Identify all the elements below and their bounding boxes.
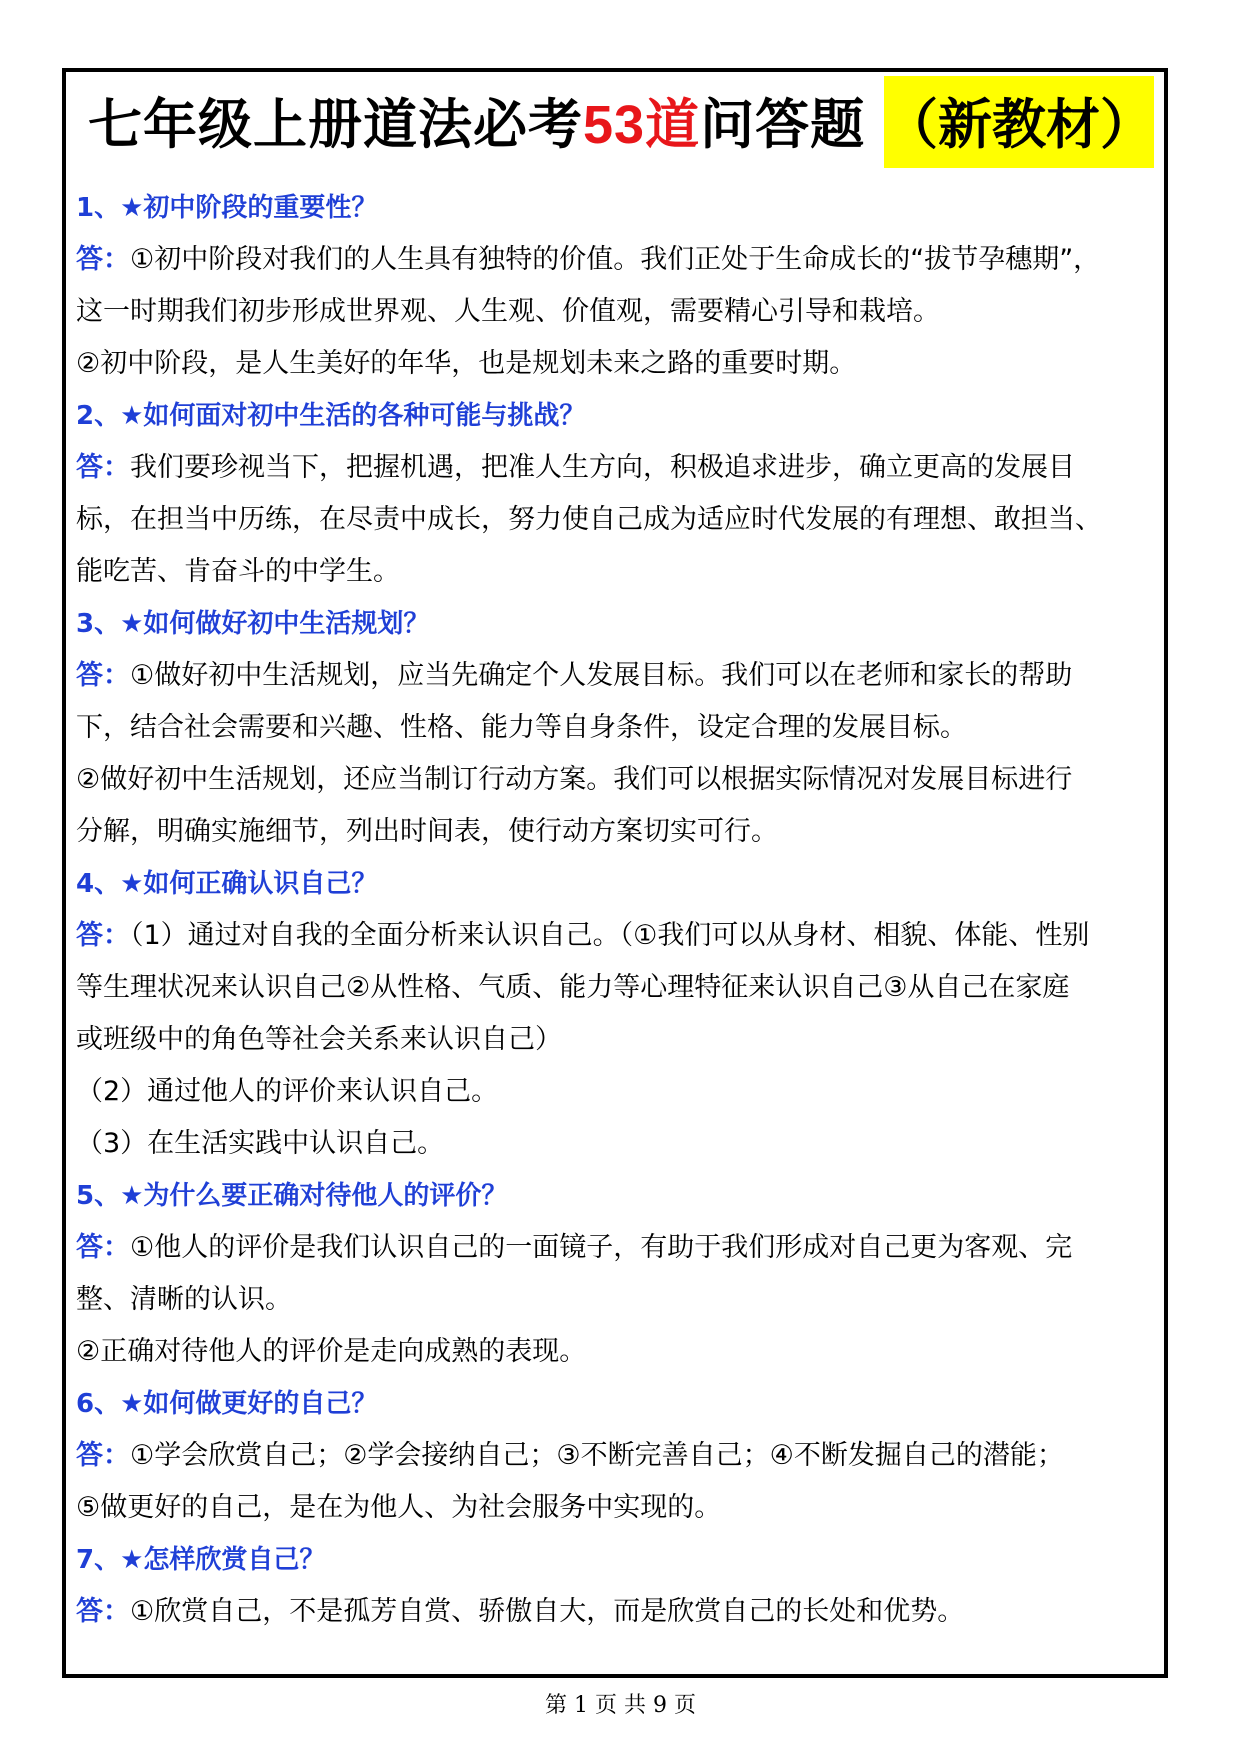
question-text: 5、★为什么要正确对待他人的评价？ bbox=[76, 1181, 508, 1211]
answer-continuation bbox=[76, 338, 1158, 390]
title-badge: （新教材） bbox=[884, 92, 1154, 156]
page-frame bbox=[62, 68, 1168, 1678]
answer-line bbox=[76, 234, 1158, 286]
answer-text: （1）通过对自我的全面分析来认识自己。（①我们可以从身材、相貌、体能、性别 bbox=[130, 920, 1090, 951]
answer-text: ①学会欣赏自己；②学会接纳自己；③不断完善自己；④不断发掘自己的潜能； bbox=[130, 1440, 1064, 1471]
title-suffix: 问答题 bbox=[700, 92, 866, 156]
page-title bbox=[66, 72, 1164, 176]
page-footer: 第 1 页 共 9 页 bbox=[545, 1693, 696, 1718]
answer-line bbox=[76, 442, 1158, 494]
question-heading bbox=[76, 1378, 1158, 1430]
answer-text: ②初中阶段，是人生美好的年华，也是规划未来之路的重要时期。 bbox=[76, 348, 857, 379]
answer-continuation bbox=[76, 754, 1158, 806]
answer-label: 答： bbox=[76, 244, 130, 275]
answer-text: （3）在生活实践中认识自己。 bbox=[76, 1128, 445, 1159]
question-heading bbox=[76, 598, 1158, 650]
title-main bbox=[88, 82, 865, 167]
question-text: 7、★怎样欣赏自己？ bbox=[76, 1545, 326, 1575]
answer-text: 下，结合社会需要和兴趣、性格、能力等自身条件，设定合理的发展目标。 bbox=[76, 712, 967, 743]
answer-label: 答： bbox=[76, 920, 130, 951]
answer-continuation bbox=[76, 962, 1158, 1014]
answer-label: 答： bbox=[76, 452, 130, 483]
answer-label: 答： bbox=[76, 660, 130, 691]
question-heading bbox=[76, 390, 1158, 442]
answer-text: ①初中阶段对我们的人生具有独特的价值。我们正处于生命成长的“拔节孕穗期”， bbox=[130, 244, 1101, 275]
qa-content bbox=[76, 182, 1158, 1638]
answer-line bbox=[76, 1586, 1158, 1638]
answer-text: ①欣赏自己，不是孤芳自赏、骄傲自大，而是欣赏自己的长处和优势。 bbox=[130, 1596, 965, 1627]
title-number: 53 bbox=[583, 95, 646, 155]
answer-text: ①做好初中生活规划，应当先确定个人发展目标。我们可以在老师和家长的帮助 bbox=[130, 660, 1073, 691]
answer-continuation bbox=[76, 1014, 1158, 1066]
question-heading bbox=[76, 1170, 1158, 1222]
question-heading bbox=[76, 1534, 1158, 1586]
question-text: 1、★初中阶段的重要性？ bbox=[76, 193, 378, 223]
answer-continuation bbox=[76, 806, 1158, 858]
answer-continuation bbox=[76, 1482, 1158, 1534]
answer-continuation bbox=[76, 1118, 1158, 1170]
answer-continuation bbox=[76, 702, 1158, 754]
question-heading bbox=[76, 182, 1158, 234]
answer-text: 或班级中的角色等社会关系来认识自己） bbox=[76, 1024, 562, 1055]
answer-continuation bbox=[76, 1066, 1158, 1118]
answer-continuation bbox=[76, 1326, 1158, 1378]
answer-line bbox=[76, 1430, 1158, 1482]
answer-continuation bbox=[76, 546, 1158, 598]
answer-line bbox=[76, 910, 1158, 962]
answer-text: ⑤做更好的自己，是在为他人、为社会服务中实现的。 bbox=[76, 1492, 722, 1523]
answer-text: 标，在担当中历练，在尽责中成长，努力使自己成为适应时代发展的有理想、敢担当、 bbox=[76, 504, 1102, 535]
title-highlight-word: 道 bbox=[645, 95, 701, 155]
question-text: 4、★如何正确认识自己？ bbox=[76, 869, 378, 899]
answer-text: 整、清晰的认识。 bbox=[76, 1284, 292, 1315]
question-text: 3、★如何做好初中生活规划？ bbox=[76, 609, 430, 639]
answer-text: 我们要珍视当下，把握机遇，把准人生方向，积极追求进步，确立更高的发展目 bbox=[130, 452, 1075, 483]
question-text: 6、★如何做更好的自己？ bbox=[76, 1389, 378, 1419]
answer-continuation bbox=[76, 1274, 1158, 1326]
answer-label: 答： bbox=[76, 1232, 130, 1263]
answer-line bbox=[76, 650, 1158, 702]
title-prefix: 七年级上册道法必考 bbox=[88, 92, 583, 156]
answer-text: 这一时期我们初步形成世界观、人生观、价值观，需要精心引导和栽培。 bbox=[76, 296, 940, 327]
answer-line bbox=[76, 1222, 1158, 1274]
question-heading bbox=[76, 858, 1158, 910]
answer-label: 答： bbox=[76, 1440, 130, 1471]
answer-text: 等生理状况来认识自己②从性格、气质、能力等心理特征来认识自己③从自己在家庭 bbox=[76, 972, 1070, 1003]
answer-text: ①他人的评价是我们认识自己的一面镜子，有助于我们形成对自己更为客观、完 bbox=[130, 1232, 1073, 1263]
answer-text: 能吃苦、肯奋斗的中学生。 bbox=[76, 556, 400, 587]
answer-label: 答： bbox=[76, 1596, 130, 1627]
answer-continuation bbox=[76, 494, 1158, 546]
question-text: 2、★如何面对初中生活的各种可能与挑战？ bbox=[76, 401, 586, 431]
answer-text: ②正确对待他人的评价是走向成熟的表现。 bbox=[76, 1336, 587, 1367]
answer-text: ②做好初中生活规划，还应当制订行动方案。我们可以根据实际情况对发展目标进行 bbox=[76, 764, 1073, 795]
answer-text: 分解，明确实施细节，列出时间表，使行动方案切实可行。 bbox=[76, 816, 778, 847]
answer-text: （2）通过他人的评价来认识自己。 bbox=[76, 1076, 499, 1107]
answer-continuation bbox=[76, 286, 1158, 338]
